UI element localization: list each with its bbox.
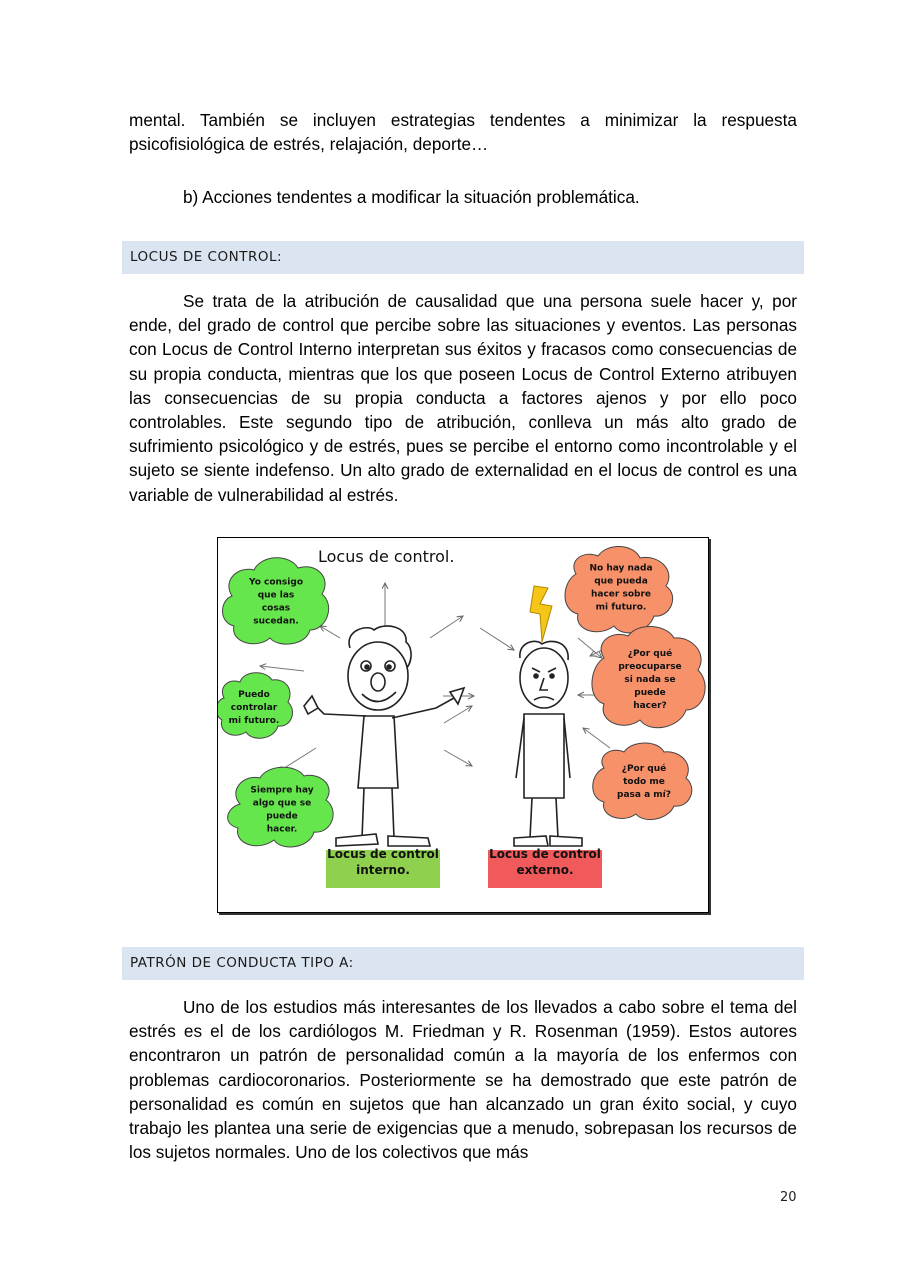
internal-thought-text-1-line: que las — [257, 590, 295, 601]
external-thought-text-3-line: pasa a mí? — [617, 790, 671, 800]
internal-thought-text-2-line: controlar — [230, 703, 278, 713]
external-thought-text-3-line: todo me — [623, 777, 665, 787]
internal-thought-text-1-line: sucedan. — [253, 616, 299, 627]
external-thought-text-2-line: puede — [634, 688, 666, 698]
label-internal-text-line: Locus de control — [327, 847, 439, 861]
internal-thought-text-3-line: algo que se — [252, 798, 312, 809]
external-thought-text-3-line: ¿Por qué — [621, 764, 667, 774]
external-person-figure — [514, 641, 582, 846]
section-heading-patron-text: PATRÓN DE CONDUCTA TIPO A: — [130, 955, 354, 971]
section-heading-locus — [122, 241, 804, 274]
page-number: 20 — [780, 1190, 797, 1205]
section-heading-locus-text: LOCUS DE CONTROL: — [130, 249, 283, 265]
external-thought-text-1-line: hacer sobre — [590, 589, 652, 600]
external-thought-text-2-line: si nada se — [624, 675, 676, 685]
internal-thought-text-3-line: Siempre hay — [250, 785, 314, 796]
paragraph-action-b: b) Acciones tendentes a modificar la situación problemática. — [183, 187, 640, 207]
internal-thought-text-2-line: mi futuro. — [228, 716, 280, 726]
internal-thought-text-1-line: Yo consigo — [249, 577, 303, 588]
internal-thought-text-2-line: Puedo — [238, 690, 270, 700]
external-thought-text-1-line: mi futuro. — [595, 602, 647, 613]
internal-thought-text-3-line: hacer. — [266, 824, 298, 835]
external-thought-text-1-line: que pueda — [594, 576, 648, 587]
external-thought-text-1-line: No hay nada — [589, 563, 653, 574]
internal-thought-text-1-line: cosas — [261, 603, 291, 614]
locus-illustration-svg — [218, 538, 708, 912]
label-external-text-line: Locus de control — [489, 847, 601, 861]
lightning-icon — [530, 586, 552, 642]
section-heading-patron — [122, 947, 804, 980]
external-thought-text-2-line: preocuparse — [618, 662, 682, 672]
figure-title: Locus de control. — [318, 547, 455, 566]
paragraph-locus: Se trata de la atribución de causalidad que una persona suele hacer y, por ende, del grado de control que percibe sobre las situaciones y eventos. Las personas con Locus de Control Interno interpretan sus éxitos y fracasos como consecuencias de su propia conducta, mientras que los que poseen Locus de Control Externo atribuyen las consecuencias de su propia conducta a factores ajenos y por ello poco controlables. Este segundo tipo de atribución, conlleva un más alto grado de sufrimiento psicológico y de estrés, pues se percibe el entorno como incontrolable y el sujeto se siente indefenso. Un alto grado de externalidad en el locus de control es una variable de vulnerabilidad al estrés. — [129, 291, 797, 505]
external-thought-text-2-line: hacer? — [633, 701, 667, 711]
external-thought-text-3 — [617, 763, 671, 800]
label-internal-text-line: interno. — [356, 863, 410, 877]
paragraph-intro: mental. También se incluyen estrategias tendentes a minimizar la respuesta psicofisiológica de estrés, relajación, deporte… — [129, 110, 797, 155]
locus-illustration — [217, 537, 709, 913]
thought-cloud-internal-1 — [223, 558, 329, 644]
paragraph-patron: Uno de los estudios más interesantes de los llevados a cabo sobre el tema del estrés es el de los cardiólogos M. Friedman y R. Rosenman (1959). Estos autores encontraron un patrón de personalidad común a la mayoría de los enfermos con problemas cardiocoronarios. Posteriormente se ha demostrado que este patrón de personalidad es común en sujetos que han alcanzado un gran éxito social, y cuyo trabajo les plantea una serie de exigencias que a menudo, sobrepasan los recursos de los sujetos normales. Uno de los colectivos que más — [129, 997, 797, 1163]
label-external-text-line: externo. — [516, 863, 574, 877]
internal-thought-text-3-line: puede — [266, 811, 298, 822]
external-thought-text-2-line: ¿Por qué — [627, 649, 673, 659]
